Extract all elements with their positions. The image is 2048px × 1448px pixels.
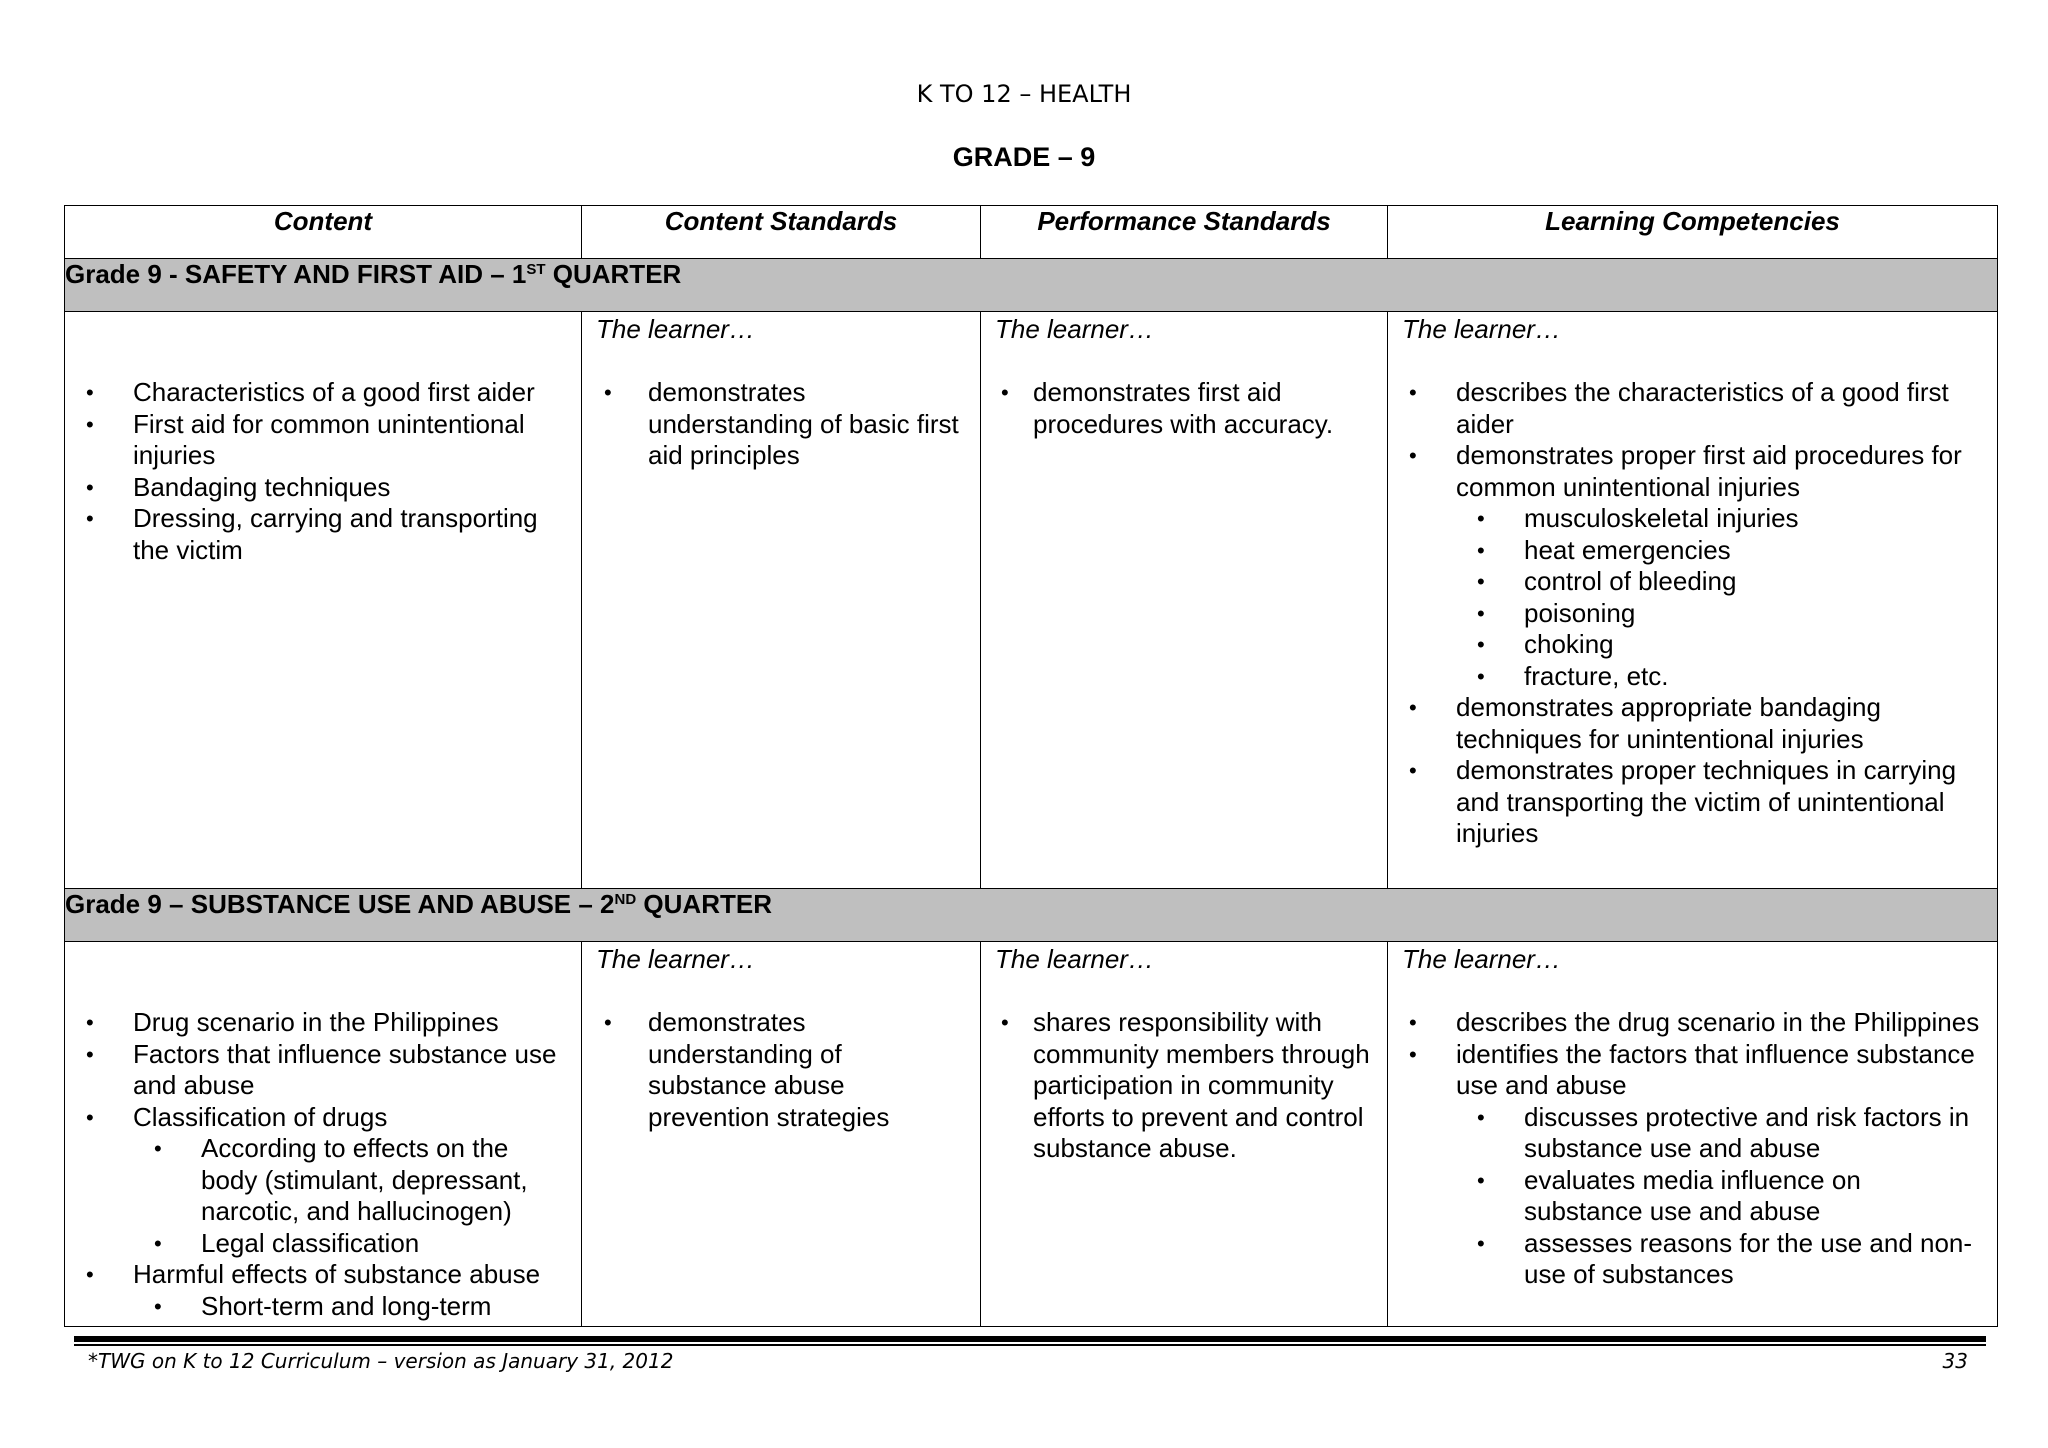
header-row xyxy=(65,206,1998,259)
list-item xyxy=(1388,1007,1981,1039)
learner-label: The learner… xyxy=(995,314,1154,344)
list-item xyxy=(1388,1039,1981,1291)
quarter-heading-text: Grade 9 - SAFETY AND FIRST AID – 1 xyxy=(65,259,527,289)
quarter-ordinal: ND xyxy=(614,891,637,908)
quarter-heading xyxy=(65,889,1998,942)
sub-list-item: • musculoskeletal injuries xyxy=(1456,503,1981,535)
grade-heading: GRADE – 9 xyxy=(952,142,1096,172)
list-item-text: First aid for common unintentional injuries xyxy=(133,408,525,470)
list-item-text: Dressing, carrying and transporting the victim xyxy=(133,503,538,565)
sub-list xyxy=(133,1133,563,1259)
sub-list xyxy=(1456,503,1981,692)
sub-list-item: • According to effects on the body (stimulant, depressant, narcotic, and hallucinogen) xyxy=(133,1133,563,1228)
list-item xyxy=(65,1102,563,1260)
section-heading-row xyxy=(65,259,1998,312)
list-item-text: Drug scenario in the Philippines xyxy=(133,1007,499,1037)
section-body-row xyxy=(65,942,1998,1327)
list-item xyxy=(582,377,960,472)
header-content: Content xyxy=(65,206,582,259)
quarter-heading-suffix: QUARTER xyxy=(545,259,682,289)
bullet-list xyxy=(981,377,1371,440)
list-item-text: identifies the factors that influence substance use and abuse xyxy=(1456,1038,1975,1100)
list-item xyxy=(1388,692,1981,755)
content-cell xyxy=(65,312,582,889)
list-item xyxy=(582,1007,960,1133)
document-title: K TO 12 – HEALTH xyxy=(916,80,1132,108)
list-item xyxy=(65,377,563,409)
list-item xyxy=(65,1039,563,1102)
learner-label: The learner… xyxy=(596,944,755,974)
sub-list-item: • Short-term and long-term xyxy=(133,1291,563,1323)
sub-list-item: • choking xyxy=(1456,629,1981,661)
list-item-text: shares responsibility with community members through participation in community efforts to prevent and control substance abuse. xyxy=(1033,1007,1370,1163)
content-standards-cell xyxy=(582,942,981,1327)
list-item-text: Factors that influence substance use and abuse xyxy=(133,1038,557,1100)
list-item xyxy=(65,1007,563,1039)
bullet-list xyxy=(65,377,563,566)
list-item-text: demonstrates proper techniques in carrying and transporting the victim of unintentional injuries xyxy=(1456,755,1957,848)
header-content-standards: Content Standards xyxy=(582,206,981,259)
list-item-text: Bandaging techniques xyxy=(133,471,391,502)
sub-list-item: • heat emergencies xyxy=(1456,535,1981,567)
sub-list-item: • evaluates media influence on substance use and abuse xyxy=(1456,1165,1981,1228)
list-item-text: demonstrates understanding of basic first aid principles xyxy=(648,377,959,470)
bullet-list xyxy=(981,1007,1371,1165)
page-number: 33 xyxy=(1942,1349,1968,1373)
list-item xyxy=(981,1007,1371,1165)
section-heading-row xyxy=(65,889,1998,942)
header-performance-standards: Performance Standards xyxy=(981,206,1388,259)
header-learning-competencies: Learning Competencies xyxy=(1388,206,1998,259)
learning-competencies-cell xyxy=(1388,942,1998,1327)
sub-list-item: • control of bleeding xyxy=(1456,566,1981,598)
list-item xyxy=(65,503,563,566)
learning-competencies-cell xyxy=(1388,312,1998,889)
sub-list-item: • discusses protective and risk factors in substance use and abuse xyxy=(1456,1102,1981,1165)
list-item-text: demonstrates proper first aid procedures for common unintentional injuries xyxy=(1456,440,1962,502)
section-body-row xyxy=(65,312,1998,889)
learner-label: The learner… xyxy=(995,944,1154,974)
bullet-list xyxy=(582,1007,960,1133)
sub-list xyxy=(133,1291,563,1323)
quarter-heading-suffix: QUARTER xyxy=(636,889,772,919)
list-item xyxy=(65,409,563,472)
bullet-list xyxy=(1388,377,1981,850)
quarter-ordinal: ST xyxy=(526,261,546,278)
sub-list xyxy=(1456,1102,1981,1291)
performance-standards-cell xyxy=(981,942,1388,1327)
list-item xyxy=(981,377,1371,440)
bullet-list xyxy=(65,1007,563,1322)
list-item-text: Characteristics of a good first aider xyxy=(133,377,535,407)
list-item-text: describes the characteristics of a good first aider xyxy=(1456,377,1949,439)
list-item-text: Classification of drugs xyxy=(133,1101,388,1132)
footer-note: *TWG on K to 12 Curriculum – version as January 31, 2012 xyxy=(88,1349,674,1373)
sub-list-item: • assesses reasons for the use and non-use of substances xyxy=(1456,1228,1981,1291)
list-item xyxy=(65,472,563,504)
list-item-text: demonstrates appropriate bandaging techniques for unintentional injuries xyxy=(1456,692,1881,754)
curriculum-table xyxy=(64,205,1998,1327)
sub-list-item: • poisoning xyxy=(1456,598,1981,630)
content-standards-cell xyxy=(582,312,981,889)
list-item-text: Harmful effects of substance abuse xyxy=(133,1259,541,1289)
performance-standards-cell xyxy=(981,312,1388,889)
content-cell xyxy=(65,942,582,1327)
list-item xyxy=(65,1259,563,1322)
learner-label: The learner… xyxy=(1402,944,1561,974)
footer-divider xyxy=(74,1336,1986,1342)
bullet-list xyxy=(1388,1007,1981,1291)
list-item-text: describes the drug scenario in the Philippines xyxy=(1456,1007,1980,1037)
footer-divider-thin xyxy=(74,1344,1986,1346)
list-item xyxy=(1388,440,1981,692)
sub-list-item: • Legal classification xyxy=(133,1228,563,1260)
list-item-text: demonstrates understanding of substance abuse prevention strategies xyxy=(648,1007,890,1132)
list-item-text: demonstrates first aid procedures with accuracy. xyxy=(1033,377,1334,439)
learner-label: The learner… xyxy=(1402,314,1561,344)
list-item xyxy=(1388,377,1981,440)
quarter-heading-text: Grade 9 – SUBSTANCE USE AND ABUSE – 2 xyxy=(65,889,615,919)
bullet-list xyxy=(582,377,960,472)
quarter-heading xyxy=(65,259,1998,312)
sub-list-item: • fracture, etc. xyxy=(1456,661,1981,693)
learner-label: The learner… xyxy=(596,314,755,344)
list-item xyxy=(1388,755,1981,850)
